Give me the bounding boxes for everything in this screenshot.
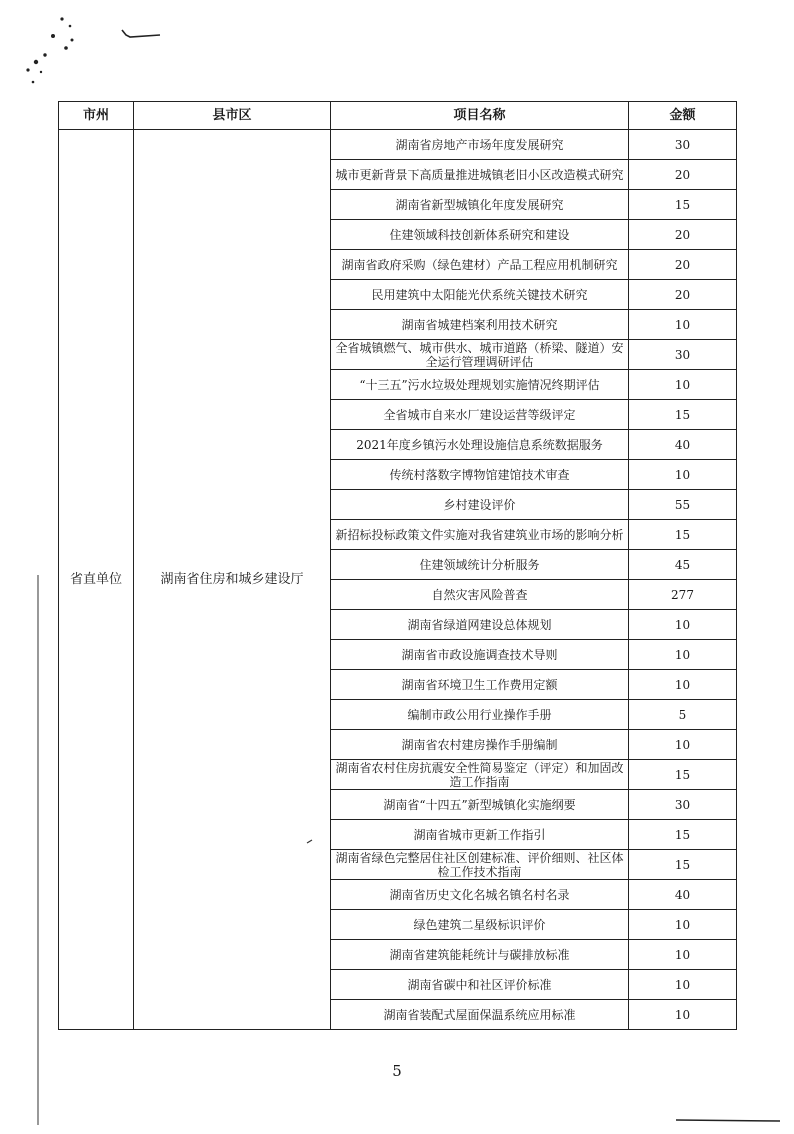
project-name-cell: 湖南省政府采购（绿色建材）产品工程应用机制研究 — [331, 250, 629, 280]
project-name-cell: 住建领域统计分析服务 — [331, 550, 629, 580]
amount-cell: 55 — [629, 490, 737, 520]
region-cell: 省直单位 — [59, 130, 134, 1030]
amount-cell: 15 — [629, 400, 737, 430]
amount-cell: 40 — [629, 430, 737, 460]
project-name-cell: 乡村建设评价 — [331, 490, 629, 520]
project-budget-table — [58, 101, 737, 1030]
table-header-row — [59, 102, 737, 130]
amount-cell: 10 — [629, 970, 737, 1000]
table-row — [59, 130, 737, 160]
project-name-cell: 湖南省市政设施调查技术导则 — [331, 640, 629, 670]
project-name-cell: 全省城镇燃气、城市供水、城市道路（桥梁、隧道）安全运行管理调研评估 — [331, 340, 629, 370]
page-number: 5 — [392, 1062, 402, 1080]
amount-cell: 15 — [629, 850, 737, 880]
project-name-cell: 2021年度乡镇污水处理设施信息系统数据服务 — [331, 430, 629, 460]
amount-cell: 30 — [629, 340, 737, 370]
amount-cell: 20 — [629, 160, 737, 190]
project-name-cell: 传统村落数字博物馆建馆技术审查 — [331, 460, 629, 490]
amount-cell: 15 — [629, 760, 737, 790]
amount-cell: 30 — [629, 130, 737, 160]
project-name-cell: “十三五”污水垃圾处理规划实施情况终期评估 — [331, 370, 629, 400]
amount-cell: 10 — [629, 940, 737, 970]
column-header-county: 县市区 — [134, 102, 331, 130]
project-name-cell: 湖南省城市更新工作指引 — [331, 820, 629, 850]
column-header-city: 市州 — [59, 102, 134, 130]
amount-cell: 15 — [629, 520, 737, 550]
amount-cell: 10 — [629, 730, 737, 760]
project-name-cell: 湖南省新型城镇化年度发展研究 — [331, 190, 629, 220]
amount-cell: 45 — [629, 550, 737, 580]
project-name-cell: 湖南省绿道网建设总体规划 — [331, 610, 629, 640]
amount-cell: 10 — [629, 910, 737, 940]
project-name-cell: 湖南省建筑能耗统计与碳排放标准 — [331, 940, 629, 970]
project-name-cell: 全省城市自来水厂建设运营等级评定 — [331, 400, 629, 430]
amount-cell: 20 — [629, 220, 737, 250]
amount-cell: 10 — [629, 640, 737, 670]
project-name-cell: 湖南省绿色完整居住社区创建标准、评价细则、社区体检工作技术指南 — [331, 850, 629, 880]
project-name-cell: 民用建筑中太阳能光伏系统关键技术研究 — [331, 280, 629, 310]
amount-cell: 10 — [629, 670, 737, 700]
amount-cell: 15 — [629, 190, 737, 220]
column-header-amount: 金额 — [629, 102, 737, 130]
amount-cell: 10 — [629, 310, 737, 340]
amount-cell: 10 — [629, 460, 737, 490]
amount-cell: 15 — [629, 820, 737, 850]
amount-cell: 10 — [629, 1000, 737, 1030]
project-name-cell: 湖南省历史文化名城名镇名村名录 — [331, 880, 629, 910]
amount-cell: 277 — [629, 580, 737, 610]
department-cell: 湖南省住房和城乡建设厅 — [134, 130, 331, 1030]
project-name-cell: 湖南省农村住房抗震安全性简易鉴定（评定）和加固改造工作指南 — [331, 760, 629, 790]
project-name-cell: 湖南省装配式屋面保温系统应用标准 — [331, 1000, 629, 1030]
project-name-cell: 湖南省城建档案利用技术研究 — [331, 310, 629, 340]
amount-cell: 10 — [629, 610, 737, 640]
table-body — [59, 130, 737, 1030]
column-header-project-name: 项目名称 — [331, 102, 629, 130]
amount-cell: 10 — [629, 370, 737, 400]
project-name-cell: 湖南省农村建房操作手册编制 — [331, 730, 629, 760]
amount-cell: 40 — [629, 880, 737, 910]
project-name-cell: 湖南省环境卫生工作费用定额 — [331, 670, 629, 700]
amount-cell: 20 — [629, 280, 737, 310]
amount-cell: 30 — [629, 790, 737, 820]
amount-cell: 5 — [629, 700, 737, 730]
project-name-cell: 绿色建筑二星级标识评价 — [331, 910, 629, 940]
project-name-cell: 湖南省房地产市场年度发展研究 — [331, 130, 629, 160]
project-name-cell: 湖南省碳中和社区评价标准 — [331, 970, 629, 1000]
amount-cell: 20 — [629, 250, 737, 280]
project-name-cell: 湖南省“十四五”新型城镇化实施纲要 — [331, 790, 629, 820]
project-name-cell: 编制市政公用行业操作手册 — [331, 700, 629, 730]
project-name-cell: 自然灾害风险普查 — [331, 580, 629, 610]
project-name-cell: 城市更新背景下高质量推进城镇老旧小区改造模式研究 — [331, 160, 629, 190]
project-name-cell: 住建领域科技创新体系研究和建设 — [331, 220, 629, 250]
project-name-cell: 新招标投标政策文件实施对我省建筑业市场的影响分析 — [331, 520, 629, 550]
